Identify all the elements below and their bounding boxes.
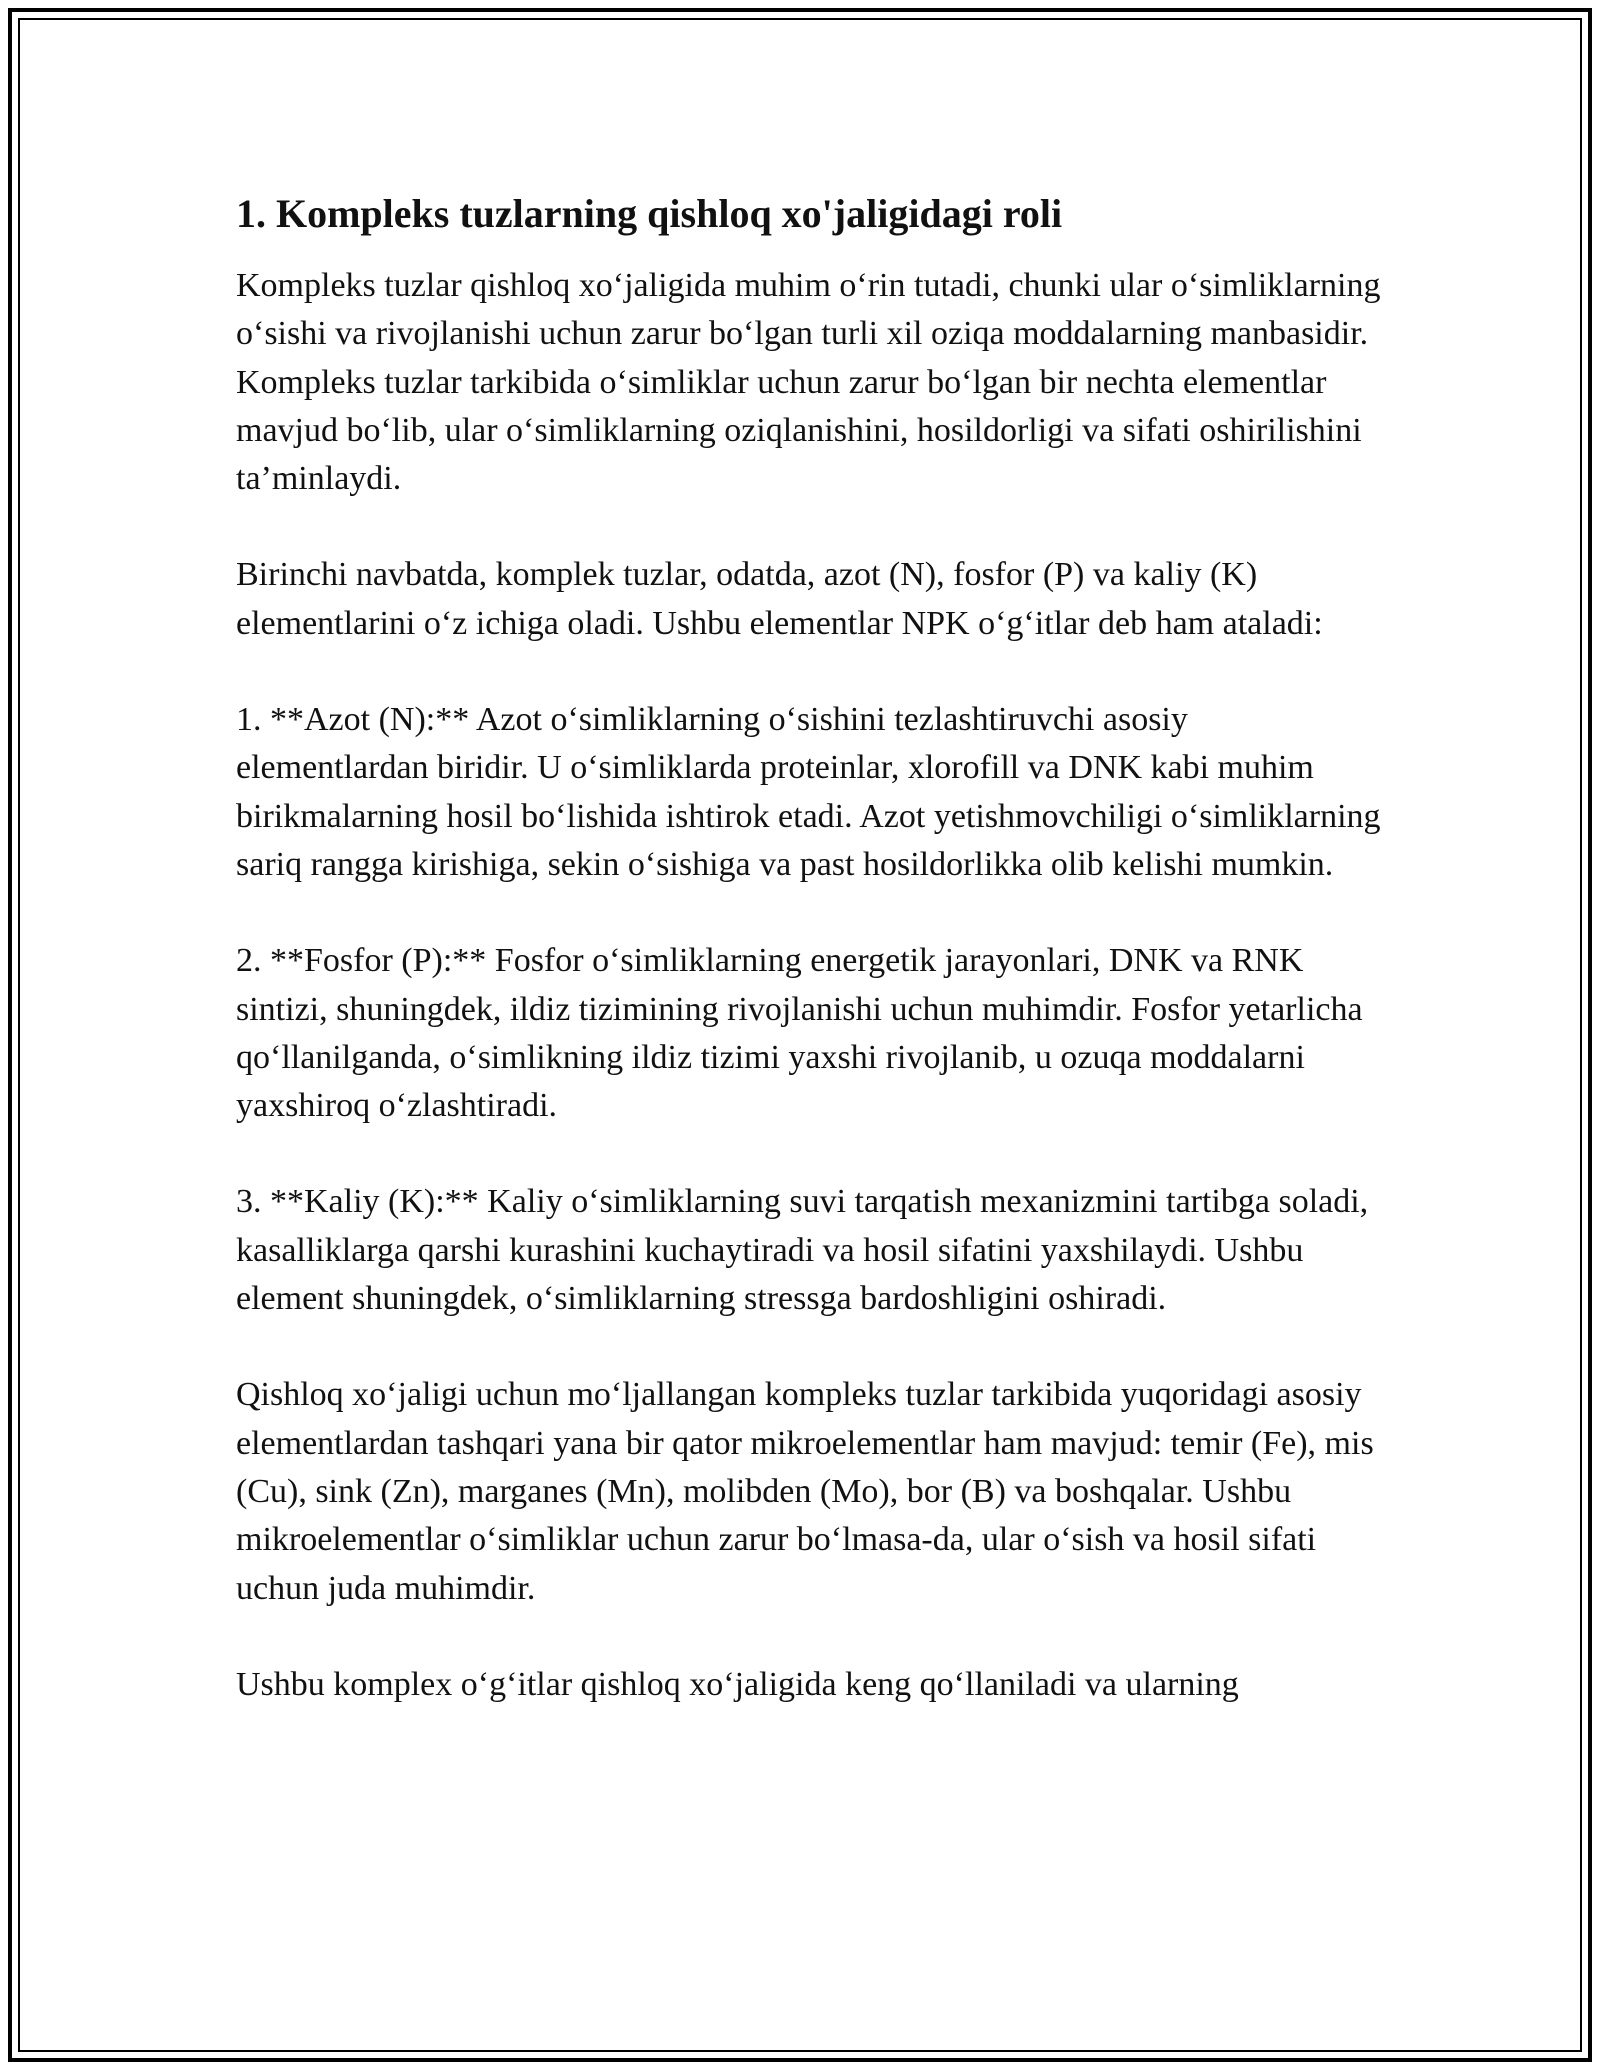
document-body (236, 188, 1386, 1757)
paragraph-nitrogen: 1. **Azot (N):** Azot o‘simliklarning o‘sishini tezlashtiruvchi asosiy elementlardan biridir. U o‘simliklarda proteinlar, xlorofill va DNK kabi muhim birikmalarning hosil bo‘lishida ishtirok etadi. Azot yetishmovchiligi o‘simliklarning sariq rangga kirishiga, sekin o‘sishiga va past hosildorlikka olib kelishi mumkin. (236, 701, 1381, 883)
paragraph-phosphorus: 2. **Fosfor (P):** Fosfor o‘simliklarning energetik jarayonlari, DNK va RNK sintizi, shuningdek, ildiz tizimining rivojlanishi uchun muhimdir. Fosfor yetarlicha qo‘llanilganda, o‘simlikning ildiz tizimi yaxshi rivojlanib, u ozuqa moddalarni yaxshiroq o‘zlashtiradi. (236, 942, 1363, 1125)
paragraph-npk: Birinchi navbatda, komplek tuzlar, odatda, azot (N), fosfor (P) va kaliy (K) elementlarini o‘z ichiga oladi. Ushbu elementlar NPK o‘g‘itlar deb ham ataladi: (236, 556, 1323, 642)
paragraph-conclusion: Ushbu komplex o‘g‘itlar qishloq xo‘jaligida keng qo‘llaniladi va ularning (236, 1665, 1239, 1703)
paragraph-potassium: 3. **Kaliy (K):** Kaliy o‘simliklarning suvi tarqatish mexanizmini tartibga soladi, kasalliklarga qarshi kurashini kuchaytiradi va hosil sifatini yaxshilaydi. Ushbu element shuningdek, o‘simliklarning stressga bardoshligini oshiradi. (236, 1183, 1369, 1318)
paragraph-microelements: Qishloq xo‘jaligi uchun mo‘ljallangan kompleks tuzlar tarkibida yuqoridagi asosiy elementlardan tashqari yana bir qator mikroelementlar ham mavjud: temir (Fe), mis (Cu), sink (Zn), marganes (Mn), molibden (Mo), bor (B) va boshqalar. Ushbu mikroelementlar o‘simliklar uchun zarur bo‘lmasa-da, ular o‘sish va hosil sifati uchun juda muhimdir. (236, 1376, 1374, 1607)
section-heading: 1. Kompleks tuzlarning qishloq xo'jaligidagi roli (236, 191, 1063, 236)
paragraph-intro: Kompleks tuzlar qishloq xo‘jaligida muhim o‘rin tutadi, chunki ular o‘simliklarning o‘sishi va rivojlanishi uchun zarur bo‘lgan turli xil oziqa moddalarning manbasidir. Kompleks tuzlar tarkibida o‘simliklar uchun zarur bo‘lgan bir nechta elementlar mavjud bo‘lib, ular o‘simliklarning oziqlanishini, hosildorligi va sifati oshirilishini ta’minlaydi. (236, 267, 1381, 498)
